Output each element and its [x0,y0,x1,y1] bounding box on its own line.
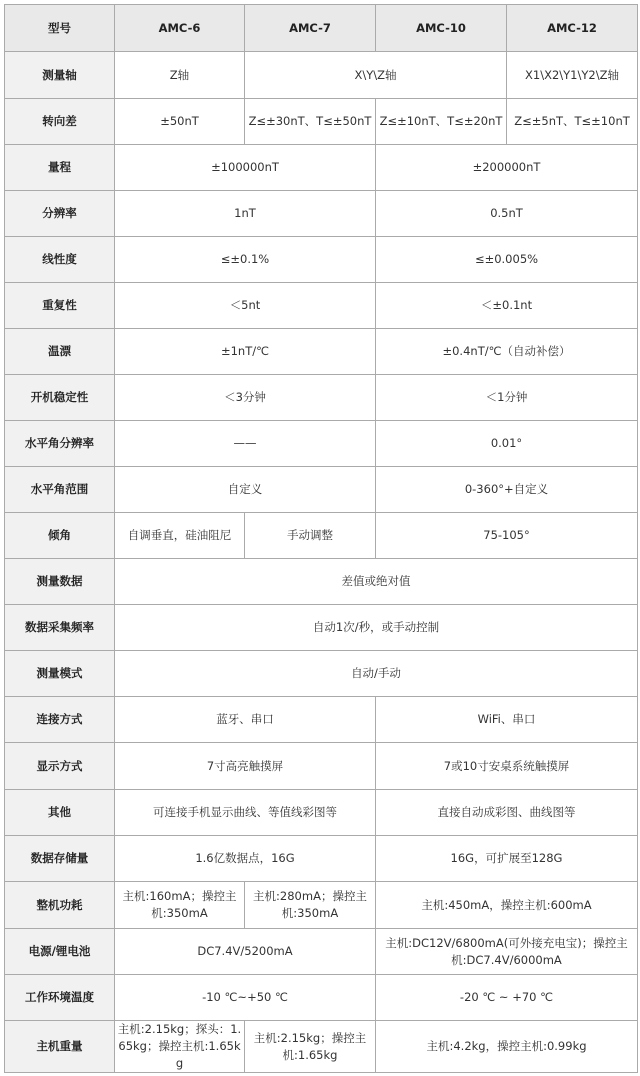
cell-value: 主机:DC12V/6800mA(可外接充电宝)；操控主机:DC7.4V/6000mA [376,929,638,975]
cell-value: 主机:450mA，操控主机:600mA [376,882,638,929]
cell-value: Z轴 [115,52,245,99]
row-label: 测量数据 [5,559,115,605]
cell-value: ±0.4nT/℃（自动补偿） [376,329,638,375]
cell-value: ±100000nT [115,145,376,191]
row-label: 显示方式 [5,743,115,790]
row-label: 测量轴 [5,52,115,99]
cell-value: Z≤±5nT、T≤±10nT [507,99,638,145]
row-sampling-rate [5,605,638,651]
row-label: 水平角范围 [5,467,115,513]
cell-value: 主机:2.15kg；探头：1.65kg；操控主机:1.65kg [115,1021,245,1073]
row-label: 主机重量 [5,1021,115,1073]
cell-value: -20 ℃ ~ +70 ℃ [376,975,638,1021]
header-model: 型号 [5,5,115,52]
cell-value: ≤±0.005% [376,237,638,283]
row-label: 转向差 [5,99,115,145]
cell-value: 1.6亿数据点，16G [115,836,376,882]
row-battery [5,929,638,975]
row-label: 其他 [5,790,115,836]
cell-value: 主机:2.15kg；操控主机:1.65kg [245,1021,376,1073]
row-label: 测量模式 [5,651,115,697]
row-h-angle-resolution [5,421,638,467]
cell-value: 7寸高亮触摸屏 [115,743,376,790]
cell-value: 蓝牙、串口 [115,697,376,743]
row-label: 整机功耗 [5,882,115,929]
row-connection [5,697,638,743]
row-other [5,790,638,836]
header-amc7: AMC-7 [245,5,376,52]
cell-value: Z≤±10nT、T≤±20nT [376,99,507,145]
row-label: 工作环境温度 [5,975,115,1021]
cell-value: ±1nT/℃ [115,329,376,375]
row-label: 数据存储量 [5,836,115,882]
row-repeatability [5,283,638,329]
cell-value: 自调垂直，硅油阻尼 [115,513,245,559]
cell-value: 自定义 [115,467,376,513]
row-temp-drift [5,329,638,375]
cell-value: 0.5nT [376,191,638,237]
row-weight [5,1021,638,1073]
header-amc10: AMC-10 [376,5,507,52]
cell-value: WiFi、串口 [376,697,638,743]
cell-value: 自动1次/秒，或手动控制 [115,605,638,651]
cell-value: 0.01° [376,421,638,467]
row-axis [5,52,638,99]
cell-value: X1\X2\Y1\Y2\Z轴 [507,52,638,99]
row-label: 倾角 [5,513,115,559]
row-heading-error [5,99,638,145]
cell-value: X\Y\Z轴 [245,52,507,99]
row-resolution [5,191,638,237]
cell-value: -10 ℃~+50 ℃ [115,975,376,1021]
row-label: 数据采集频率 [5,605,115,651]
cell-value: 主机:280mA；操控主机:350mA [245,882,376,929]
row-label: 连接方式 [5,697,115,743]
row-label: 开机稳定性 [5,375,115,421]
cell-value: 7或10寸安桌系统触摸屏 [376,743,638,790]
header-amc12: AMC-12 [507,5,638,52]
row-range [5,145,638,191]
cell-value: ±200000nT [376,145,638,191]
cell-value: 0-360°+自定义 [376,467,638,513]
cell-value: 差值或绝对值 [115,559,638,605]
cell-value: 75-105° [376,513,638,559]
row-power-consumption [5,882,638,929]
row-label: 水平角分辨率 [5,421,115,467]
row-label: 量程 [5,145,115,191]
row-display [5,743,638,790]
row-measure-data [5,559,638,605]
cell-value: 主机:160mA；操控主机:350mA [115,882,245,929]
cell-value: 自动/手动 [115,651,638,697]
cell-value: 1nT [115,191,376,237]
row-label: 重复性 [5,283,115,329]
cell-value: 直接自动成彩图、曲线图等 [376,790,638,836]
cell-value: Z≤±30nT、T≤±50nT [245,99,376,145]
row-label: 分辨率 [5,191,115,237]
row-label: 线性度 [5,237,115,283]
row-tilt [5,513,638,559]
spec-table [4,4,638,1073]
cell-value: 手动调整 [245,513,376,559]
cell-value: 16G，可扩展至128G [376,836,638,882]
row-h-angle-range [5,467,638,513]
cell-value: —— [115,421,376,467]
header-row [5,5,638,52]
row-storage [5,836,638,882]
header-amc6: AMC-6 [115,5,245,52]
row-linearity [5,237,638,283]
row-label: 温漂 [5,329,115,375]
cell-value: ＜5nt [115,283,376,329]
cell-value: ±50nT [115,99,245,145]
cell-value: DC7.4V/5200mA [115,929,376,975]
row-label: 电源/锂电池 [5,929,115,975]
row-startup-stability [5,375,638,421]
cell-value: 主机:4.2kg，操控主机:0.99kg [376,1021,638,1073]
cell-value: ＜1分钟 [376,375,638,421]
row-measure-mode [5,651,638,697]
cell-value: 可连接手机显示曲线、等值线彩图等 [115,790,376,836]
cell-value: ＜±0.1nt [376,283,638,329]
row-temperature [5,975,638,1021]
cell-value: ≤±0.1% [115,237,376,283]
cell-value: ＜3分钟 [115,375,376,421]
